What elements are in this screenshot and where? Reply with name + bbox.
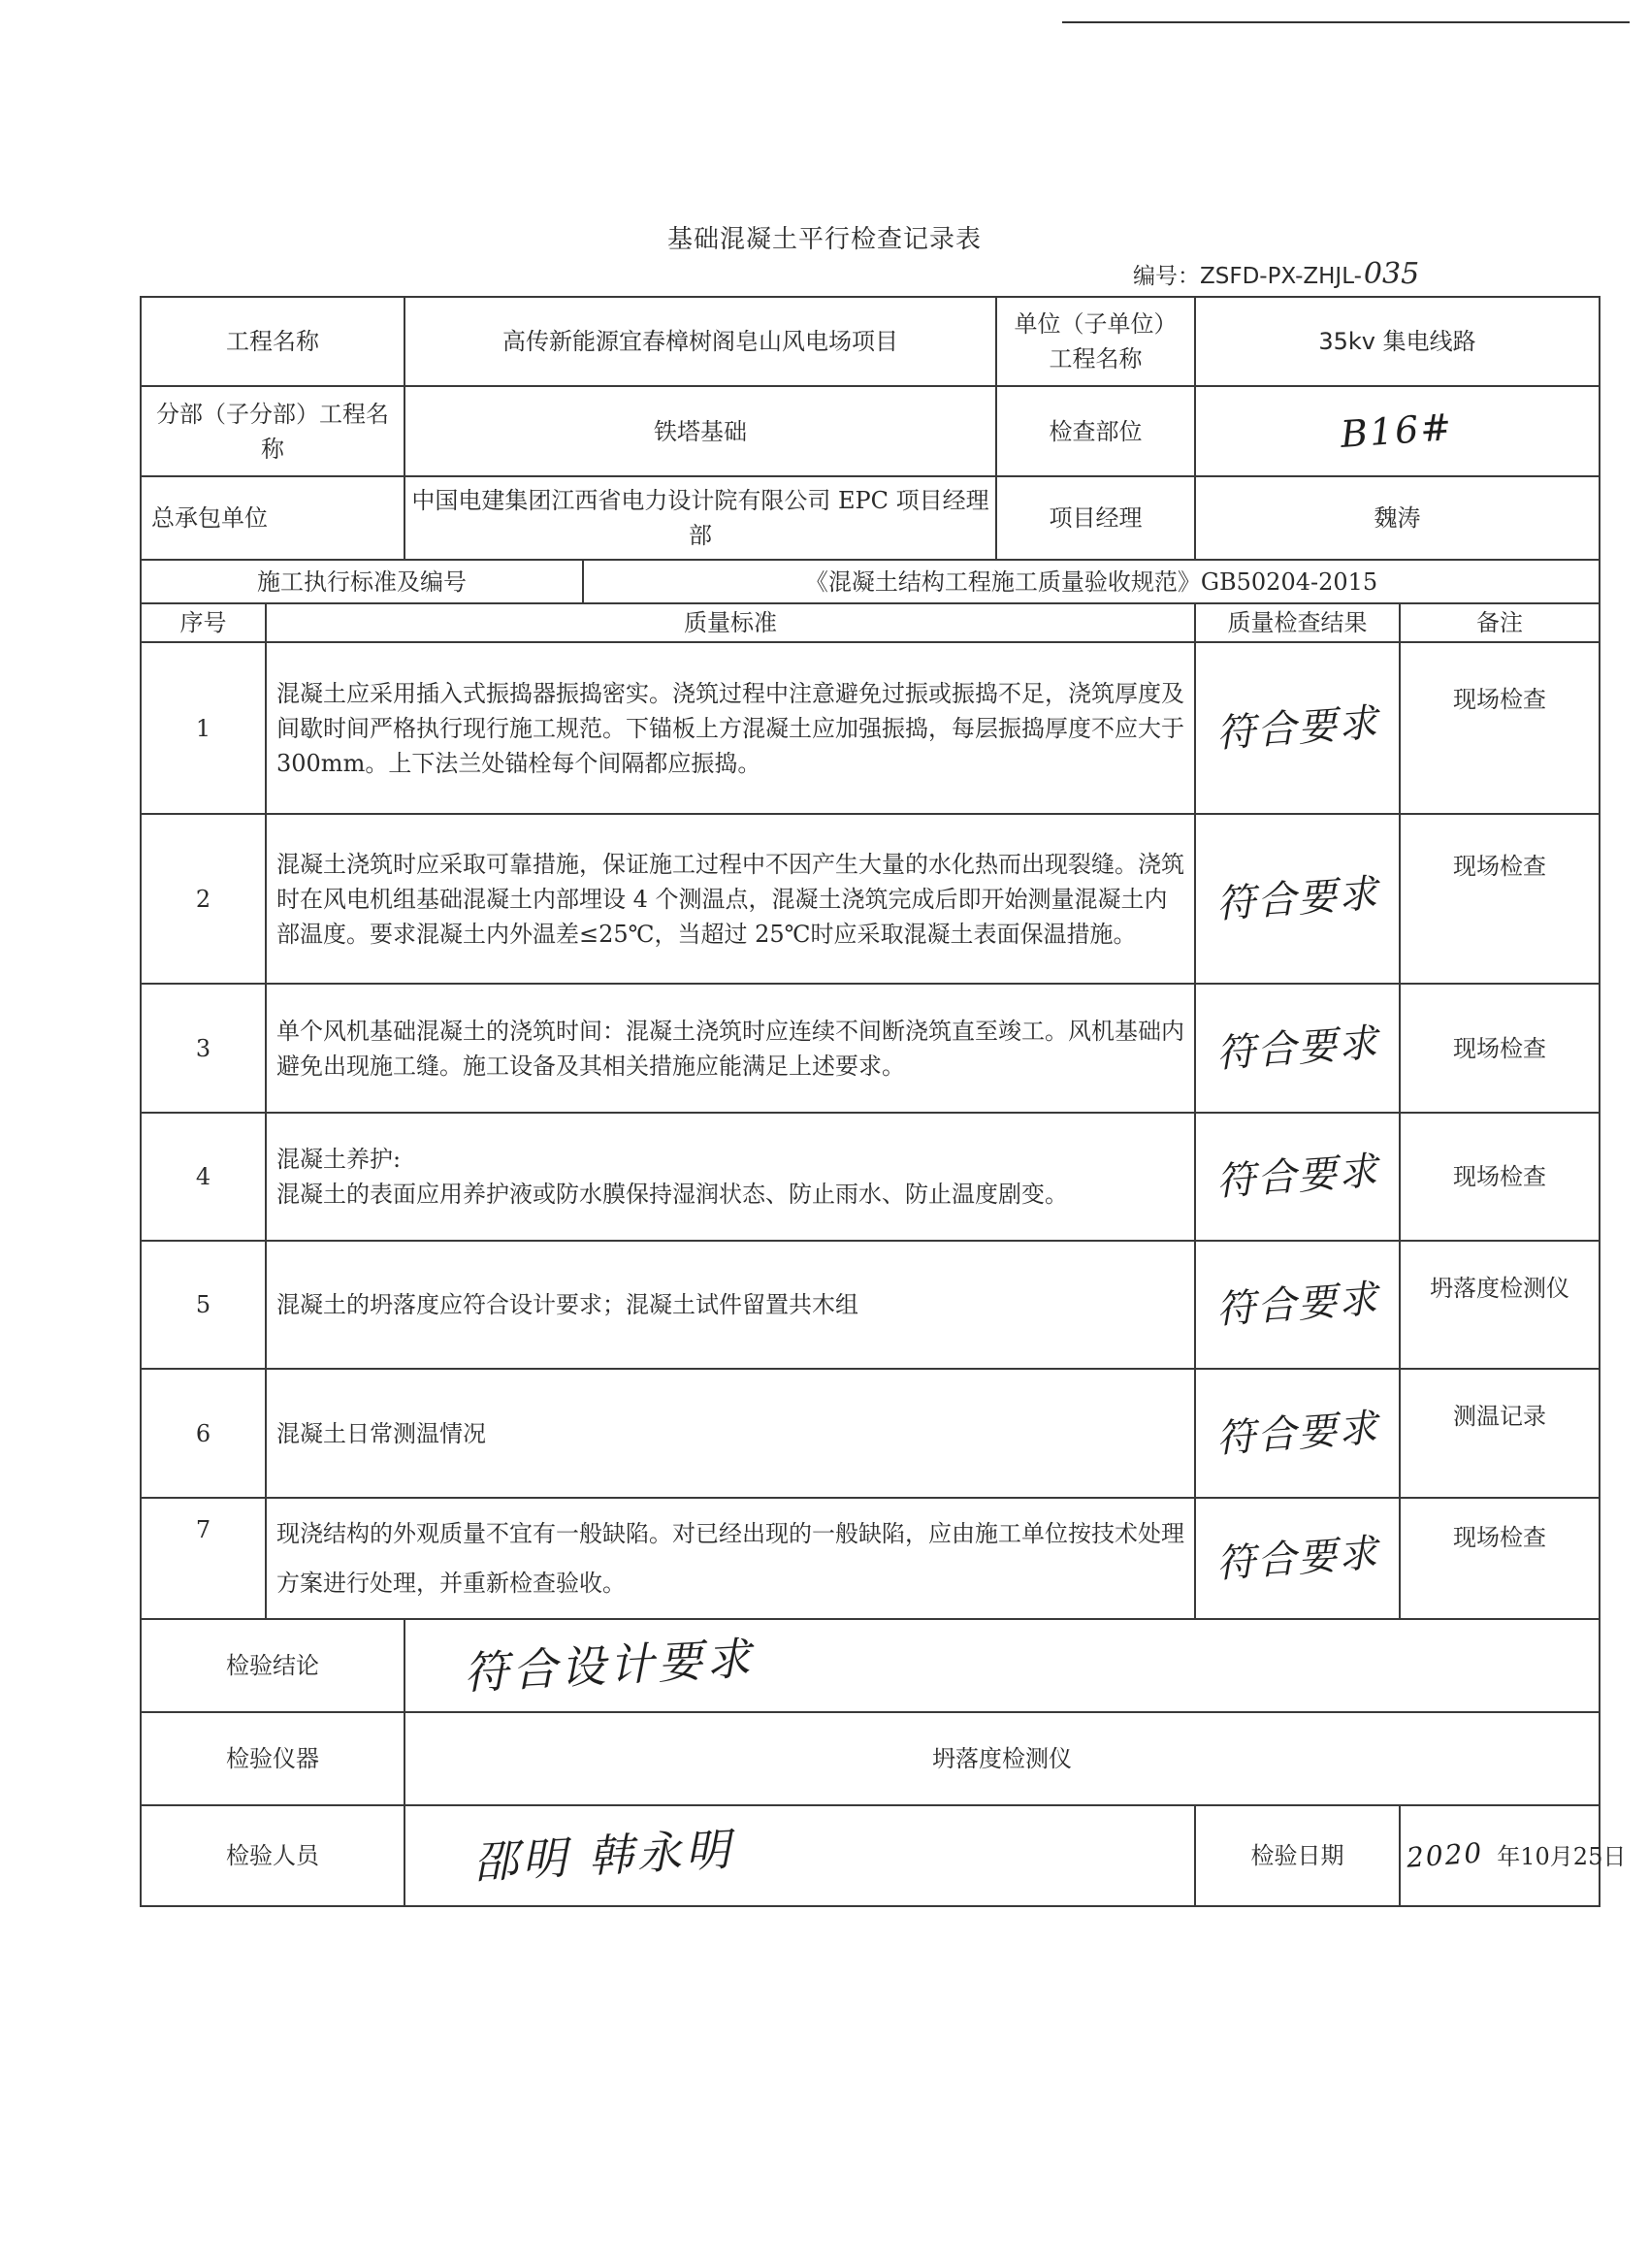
- conclusion-handwritten: 符合设计要求: [462, 1631, 757, 1700]
- row-remark: 现场检查: [1400, 1498, 1600, 1619]
- row-contractor: [141, 476, 1600, 560]
- row-remark: 坍落度检测仪: [1400, 1241, 1600, 1369]
- row-no: 3: [141, 984, 266, 1113]
- column-remark: 备注: [1400, 603, 1600, 642]
- row-no: 6: [141, 1369, 266, 1498]
- row-instrument: [141, 1712, 1600, 1805]
- doc-number-handwritten: 035: [1363, 257, 1420, 291]
- row-no: 4: [141, 1113, 266, 1241]
- column-standard: 质量标准: [266, 603, 1195, 642]
- manager-label: 项目经理: [996, 476, 1195, 560]
- row-standard: [141, 560, 1600, 603]
- row-inspector: [141, 1805, 1600, 1906]
- row-result: [1195, 1369, 1400, 1498]
- conclusion-value: [404, 1619, 1600, 1712]
- table-row: [141, 984, 1600, 1113]
- column-header-row: [141, 603, 1600, 642]
- result-handwritten: 符合要求: [1214, 1530, 1380, 1587]
- manager-value: 魏涛: [1195, 476, 1600, 560]
- row-no: 2: [141, 814, 266, 984]
- row-standard-text: 混凝土应采用插入式振捣器振捣密实。浇筑过程中注意避免过振或振捣不足，浇筑厚度及间歇时间严格执行现行施工规范。下锚板上方混凝土应加强振捣，每层振捣厚度不应大于 300mm。上下法兰处锚栓每个间隔都应振捣。: [266, 642, 1195, 814]
- row-no: 1: [141, 642, 266, 814]
- row-project: [141, 297, 1600, 386]
- row-remark: 现场检查: [1400, 1113, 1600, 1241]
- row-standard-text: 混凝土日常测温情况: [266, 1369, 1195, 1498]
- row-no: 7: [141, 1498, 266, 1619]
- date-value: [1400, 1805, 1627, 1906]
- row-conclusion: [141, 1619, 1600, 1712]
- row-result: [1195, 642, 1400, 814]
- contractor-label: 总承包单位: [141, 476, 404, 560]
- table-row: [141, 642, 1600, 814]
- row-no: 5: [141, 1241, 266, 1369]
- table-row: [141, 1498, 1600, 1619]
- page-title: 基础混凝土平行检查记录表: [666, 225, 982, 254]
- project-name-value: 高传新能源宜春樟树阁皂山风电场项目: [404, 297, 996, 386]
- row-remark: 现场检查: [1400, 814, 1600, 984]
- contractor-value: 中国电建集团江西省电力设计院有限公司 EPC 项目经理部: [404, 476, 996, 560]
- row-standard-text: 混凝土浇筑时应采取可靠措施，保证施工过程中不因产生大量的水化热而出现裂缝。浇筑时在风电机组基础混凝土内部埋设 4 个测温点，混凝土浇筑完成后即开始测量混凝土内部温度。要求混凝土内外温差≤25℃，当超过 25℃时应采取混凝土表面保温措施。: [266, 814, 1195, 984]
- standard-value: 《混凝土结构工程施工质量验收规范》GB50204-2015: [583, 560, 1600, 603]
- instrument-label: 检验仪器: [141, 1712, 404, 1805]
- row-result: [1195, 1113, 1400, 1241]
- table-row: [141, 1369, 1600, 1498]
- result-handwritten: 符合要求: [1214, 699, 1380, 757]
- result-handwritten: 符合要求: [1214, 1020, 1380, 1077]
- date-year: 2020: [1405, 1836, 1485, 1874]
- result-handwritten: 符合要求: [1214, 1277, 1380, 1333]
- result-handwritten: 符合要求: [1214, 870, 1380, 927]
- column-no: 序号: [141, 603, 266, 642]
- result-handwritten: 符合要求: [1214, 1149, 1380, 1205]
- project-name-label: 工程名称: [141, 297, 404, 386]
- row-result: [1195, 1498, 1400, 1619]
- unit-value: 35kv 集电线路: [1195, 297, 1600, 386]
- inspection-table: [140, 296, 1627, 1907]
- result-handwritten: 符合要求: [1214, 1405, 1380, 1462]
- date-label: 检验日期: [1195, 1805, 1400, 1906]
- conclusion-label: 检验结论: [141, 1619, 404, 1712]
- inspector-label: 检验人员: [141, 1805, 404, 1906]
- row-result: [1195, 1241, 1400, 1369]
- row-standard-text: 混凝土的坍落度应符合设计要求；混凝土试件留置共木组: [266, 1241, 1195, 1369]
- row-result: [1195, 984, 1400, 1113]
- row-remark: 现场检查: [1400, 984, 1600, 1113]
- doc-number: [1133, 257, 1419, 291]
- standard-label: 施工执行标准及编号: [141, 560, 583, 603]
- column-result: 质量检查结果: [1195, 603, 1400, 642]
- location-label: 检查部位: [996, 386, 1195, 476]
- row-result: [1195, 814, 1400, 984]
- unit-label: 单位（子单位）工程名称: [996, 297, 1195, 386]
- top-edge-line: [1062, 21, 1630, 23]
- row-standard-text: 单个风机基础混凝土的浇筑时间：混凝土浇筑时应连续不间断浇筑直至竣工。风机基础内避免出现施工缝。施工设备及其相关措施应能满足上述要求。: [266, 984, 1195, 1113]
- date-text: 年10月25日: [1497, 1843, 1627, 1870]
- inspector-signatures: 邵明 韩永明: [471, 1822, 735, 1889]
- doc-number-label: 编号：ZSFD-PX-ZHJL-: [1133, 264, 1362, 289]
- row-standard-text: 混凝土养护: 混凝土的表面应用养护液或防水膜保持湿润状态、防止雨水、防止温度剧变。: [266, 1113, 1195, 1241]
- table-row: [141, 1241, 1600, 1369]
- sub-project-value: 铁塔基础: [404, 386, 996, 476]
- sub-project-label: 分部（子分部）工程名称: [141, 386, 404, 476]
- inspector-value: [404, 1805, 1195, 1906]
- table-row: [141, 1113, 1600, 1241]
- table-row: [141, 814, 1600, 984]
- instrument-value: 坍落度检测仪: [404, 1712, 1600, 1805]
- row-remark: 现场检查: [1400, 642, 1600, 814]
- location-handwritten: B16#: [1340, 405, 1455, 456]
- row-remark: 测温记录: [1400, 1369, 1600, 1498]
- location-value: [1195, 386, 1600, 476]
- row-sub-project: [141, 386, 1600, 476]
- row-standard-text: 现浇结构的外观质量不宜有一般缺陷。对已经出现的一般缺陷，应由施工单位按技术处理方案进行处理，并重新检查验收。: [266, 1498, 1195, 1619]
